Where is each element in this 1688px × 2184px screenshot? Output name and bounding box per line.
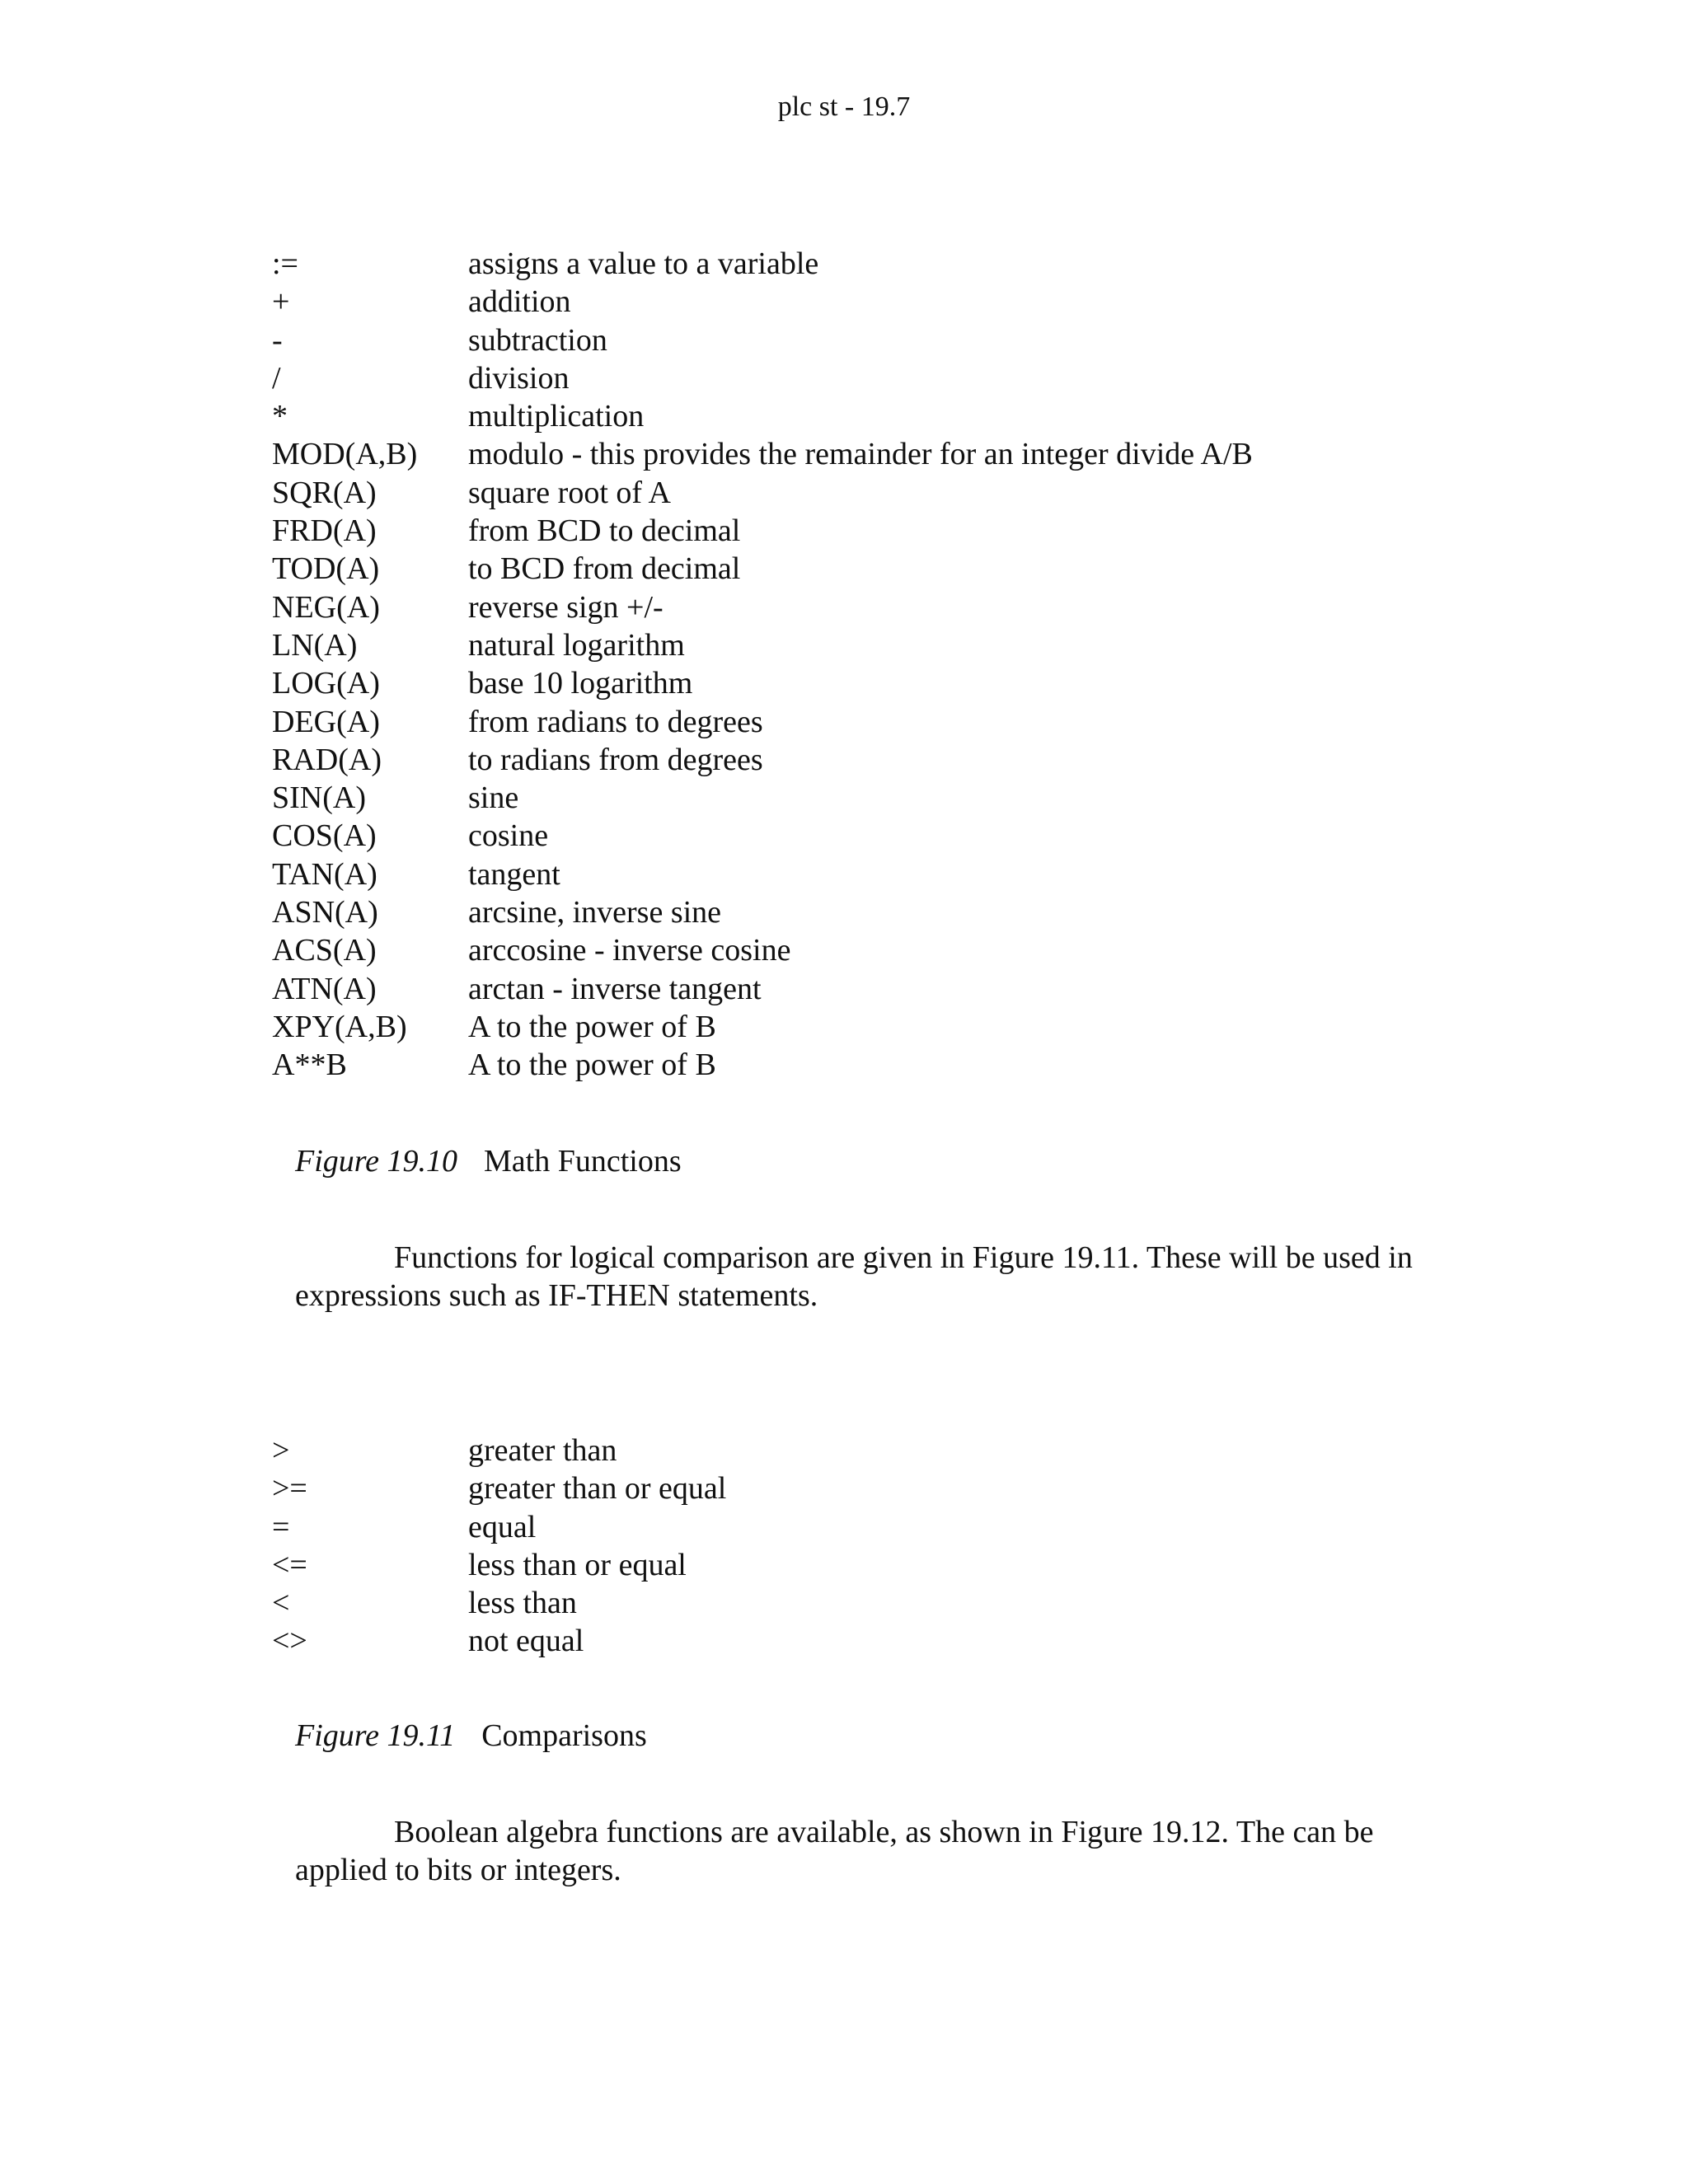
table-row: [272, 474, 1253, 512]
table-row: [272, 512, 1253, 550]
operator-description: less than or equal: [468, 1547, 687, 1582]
table-row: [272, 664, 1253, 702]
page-header: plc st - 19.7: [777, 91, 911, 122]
operator-description: equal: [468, 1509, 537, 1544]
table-row: [272, 855, 1253, 893]
operator-symbol: MOD(A,B): [272, 437, 418, 472]
operator-description: arctan - inverse tangent: [468, 971, 762, 1006]
operator-description: multiplication: [468, 399, 645, 434]
math-functions-table: [272, 245, 1253, 1085]
operator-description: square root of A: [468, 475, 671, 510]
operator-symbol: LOG(A): [272, 666, 380, 701]
figure-title: Math Functions: [484, 1144, 682, 1179]
operator-symbol: FRD(A): [272, 513, 377, 549]
comparisons-table: [272, 1432, 726, 1661]
operator-symbol: <: [272, 1586, 290, 1621]
operator-description: A to the power of B: [468, 1047, 716, 1083]
figure-title: Comparisons: [481, 1718, 647, 1753]
operator-symbol: TOD(A): [272, 551, 380, 587]
operator-description: from radians to degrees: [468, 704, 763, 739]
operator-symbol: ACS(A): [272, 933, 377, 968]
operator-description: addition: [468, 284, 571, 320]
operator-symbol: -: [272, 322, 283, 358]
table-row: [272, 435, 1253, 473]
table-row: [272, 1469, 726, 1507]
operator-description: not equal: [468, 1624, 584, 1659]
operator-symbol: COS(A): [272, 818, 377, 854]
operator-description: less than: [468, 1586, 577, 1621]
table-row: [272, 321, 1253, 359]
operator-symbol: =: [272, 1509, 290, 1544]
table-row: [272, 893, 1253, 931]
table-row: [272, 970, 1253, 1008]
operator-symbol: <=: [272, 1547, 307, 1582]
operator-symbol: A**B: [272, 1047, 347, 1083]
operator-description: reverse sign +/-: [468, 589, 663, 625]
table-row: [272, 817, 1253, 855]
figure-label: Figure 19.11: [295, 1718, 456, 1753]
operator-symbol: XPY(A,B): [272, 1009, 407, 1044]
operator-description: greater than: [468, 1433, 617, 1468]
operator-symbol: ASN(A): [272, 895, 378, 930]
table-row: [272, 626, 1253, 664]
operator-symbol: LN(A): [272, 627, 358, 663]
table-row: [272, 550, 1253, 588]
figure-label: Figure 19.10: [295, 1144, 458, 1179]
figure-caption-math: [295, 1142, 682, 1180]
operator-description: A to the power of B: [468, 1009, 716, 1044]
operator-description: greater than or equal: [468, 1471, 727, 1507]
table-row: [272, 1622, 726, 1660]
table-row: [272, 931, 1253, 969]
table-row: [272, 359, 1253, 397]
operator-symbol: <>: [272, 1624, 307, 1659]
table-row: [272, 1508, 726, 1546]
figure-caption-comparisons: [295, 1717, 647, 1755]
operator-symbol: SQR(A): [272, 475, 377, 510]
operator-symbol: TAN(A): [272, 856, 377, 892]
table-row: [272, 1432, 726, 1469]
operator-description: arccosine - inverse cosine: [468, 933, 791, 968]
table-row: [272, 245, 1253, 283]
body-paragraph-boolean: Boolean algebra functions are available, as shown in Figure 19.12. The can be applied to bits or integers.: [295, 1815, 1374, 1887]
table-row: [272, 741, 1253, 779]
table-row: [272, 283, 1253, 321]
operator-symbol: ATN(A): [272, 971, 377, 1006]
operator-description: to BCD from decimal: [468, 551, 741, 587]
operator-symbol: SIN(A): [272, 780, 366, 816]
operator-symbol: >=: [272, 1471, 307, 1507]
table-row: [272, 1008, 1253, 1046]
table-row: [272, 703, 1253, 741]
operator-description: natural logarithm: [468, 627, 685, 663]
operator-symbol: NEG(A): [272, 589, 380, 625]
operator-description: subtraction: [468, 322, 607, 358]
operator-description: modulo - this provides the remainder for an integer divide A/B: [468, 437, 1253, 472]
operator-description: arcsine, inverse sine: [468, 895, 722, 930]
table-row: [272, 588, 1253, 626]
operator-symbol: +: [272, 284, 290, 320]
table-row: [272, 1546, 726, 1584]
table-row: [272, 397, 1253, 435]
table-row: [272, 1046, 1253, 1084]
operator-description: cosine: [468, 818, 549, 854]
operator-description: division: [468, 360, 570, 396]
body-paragraph-comparison: Functions for logical comparison are given in Figure 19.11. These will be used in expressions such as IF-THEN statements.: [295, 1240, 1413, 1313]
operator-description: base 10 logarithm: [468, 666, 693, 701]
operator-description: from BCD to decimal: [468, 513, 741, 549]
operator-description: tangent: [468, 856, 560, 892]
operator-symbol: :=: [272, 246, 298, 281]
operator-symbol: *: [272, 399, 288, 434]
operator-symbol: RAD(A): [272, 742, 382, 777]
operator-symbol: DEG(A): [272, 704, 380, 739]
operator-description: sine: [468, 780, 519, 816]
operator-symbol: /: [272, 360, 281, 396]
table-row: [272, 1584, 726, 1622]
operator-description: assigns a value to a variable: [468, 246, 819, 281]
operator-symbol: >: [272, 1433, 290, 1468]
table-row: [272, 779, 1253, 817]
operator-description: to radians from degrees: [468, 742, 763, 777]
